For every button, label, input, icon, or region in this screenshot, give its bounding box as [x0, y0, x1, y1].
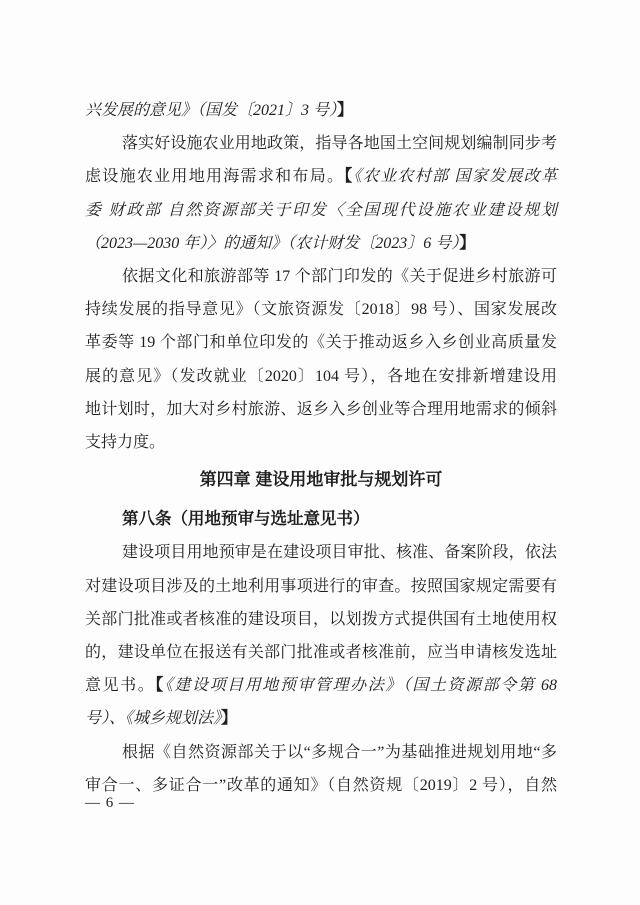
text-line [85, 326, 557, 359]
text-segment-body: 落实好设施农业用地政策，指导各地国土空间规划编制同步考 [122, 135, 557, 153]
text-segment-body: 持续发展的指导意见》（文旅资源发〔2018〕98 号）、国家发展改 [85, 301, 557, 319]
text-segment-cite: 委 财政部 自然资源部关于印发〈全国现代设施农业建设规划 [85, 201, 557, 219]
text-segment-body: 地计划时，加大对乡村旅游、返乡入乡创业等合理用地需求的倾斜 [85, 400, 557, 418]
text-segment-heading: 第四章 建设用地审批与规划许可 [199, 470, 443, 490]
text-segment-body: 关部门批准或者核准的建设项目，以划拨方式提供国有土地使用权 [85, 610, 557, 628]
text-line [85, 94, 557, 127]
article-heading [85, 503, 557, 536]
text-line [85, 293, 557, 326]
text-segment-body: 意见书。 [85, 677, 156, 695]
text-segment-body: 支持力度。 [85, 433, 166, 451]
text-line [85, 769, 557, 802]
text-segment-bracket: 】 [221, 710, 238, 728]
text-segment-cite: 《建设项目用地预审管理办法》（国土资源部令第 68 [164, 677, 557, 695]
text-segment-body: 根据《自然资源部关于以“多规合一”为基础推进规划用地“多 [122, 743, 557, 761]
text-line [85, 227, 557, 260]
text-segment-body: 展的意见》（发改就业〔2020〕104 号），各地在安排新增建设用 [85, 367, 557, 385]
text-line [85, 426, 557, 459]
page-number: — 6 — [85, 794, 135, 811]
text-segment-bracket: 】 [337, 102, 354, 119]
text-line [85, 636, 557, 669]
text-segment-cite: （2023—2030 年）〉的通知》（农计财发〔2023〕6 号） [85, 234, 460, 252]
text-segment-body: 的，建设单位在报送有关部门批准或者核准前，应当申请核发选址 [85, 644, 557, 661]
document-body [85, 94, 557, 802]
text-line [85, 736, 557, 769]
text-segment-bracket: 】 [459, 234, 476, 252]
text-line [85, 160, 557, 193]
text-line [85, 669, 557, 702]
text-segment-bracket: 【 [344, 168, 354, 186]
text-line [85, 702, 557, 735]
text-segment-body: 建设项目用地预审是在建设项目审批、核准、备案阶段，依法 [122, 544, 557, 562]
text-segment-cite: 兴发展的意见》（国发〔2021〕3 号） [85, 102, 338, 119]
text-line [85, 603, 557, 636]
text-line [85, 536, 557, 569]
text-line [85, 570, 557, 603]
text-line [85, 260, 557, 293]
text-segment-heading: 第八条（用地预审与选址意见书） [122, 510, 370, 529]
text-segment-cite: 号）、《城乡规划法》 [85, 710, 222, 728]
text-segment-cite: 《农业农村部 国家发展改革 [353, 168, 557, 186]
text-segment-body: 虑设施农业用地用海需求和布局。 [85, 168, 345, 186]
text-segment-bracket: 【 [155, 677, 165, 695]
text-segment-body: 依据文化和旅游部等 17 个部门印发的《关于促进乡村旅游可 [122, 267, 557, 285]
text-line [85, 393, 557, 426]
text-segment-body: 对建设项目涉及的土地利用事项进行的审查。按照国家规定需要有 [85, 577, 557, 595]
text-line [85, 127, 557, 160]
text-line [85, 194, 557, 227]
text-segment-body: 革委等 19 个部门和单位印发的《关于推动返乡入乡创业高质量发 [85, 334, 557, 352]
text-segment-body: 审合一、多证合一”改革的通知》（自然资规〔2019〕2 号），自然 [85, 776, 557, 794]
text-line [85, 360, 557, 393]
chapter-heading [85, 463, 557, 496]
